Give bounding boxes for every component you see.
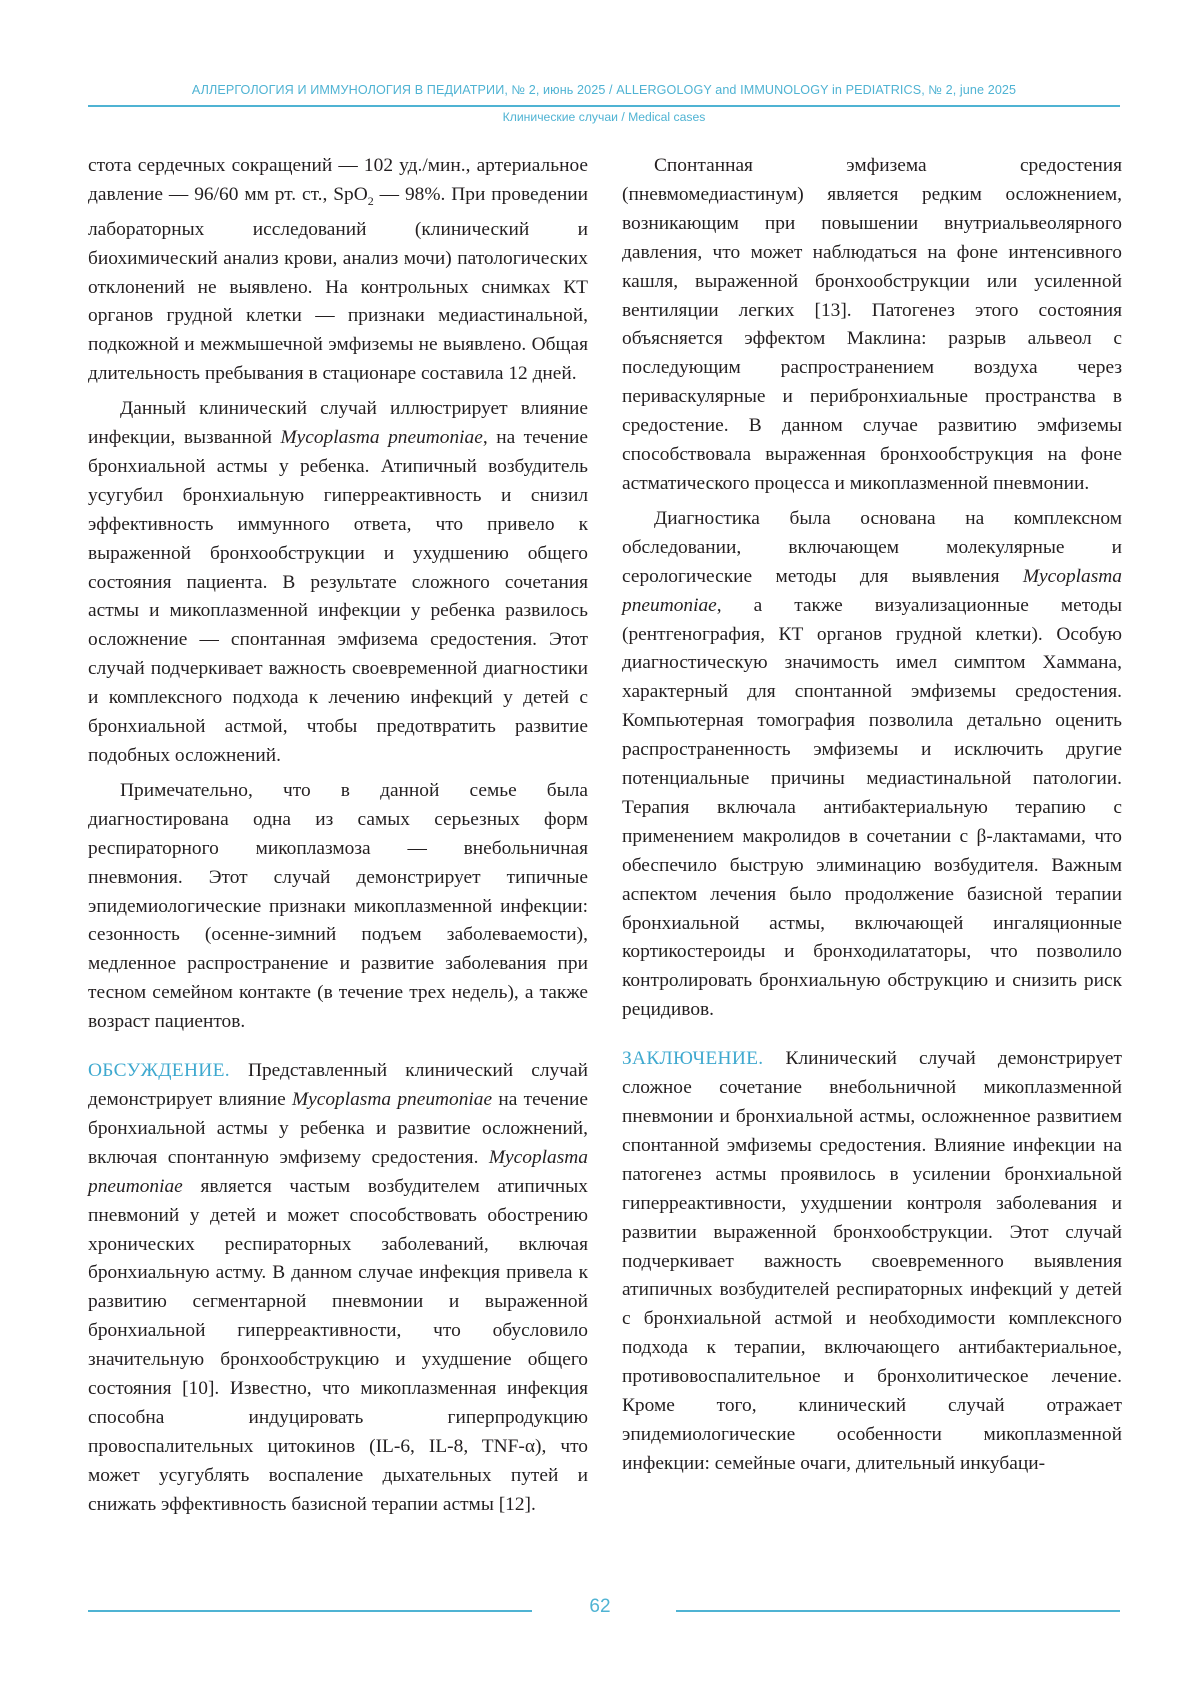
footer-rule-left xyxy=(88,1610,532,1612)
conclusion-heading: ЗАКЛЮЧЕНИЕ. xyxy=(622,1048,764,1070)
paragraph-case-illustration: Данный клинический случай иллюстрирует влияние инфекции, вызванной Mycoplasma pneumoniae, на течение бронхиальной астмы у ребенка. Атипичный возбудитель усугубил бронхиальную гиперреактивность и снизил эффективность иммунного ответа, что привело к выраженной бронхообструкции и ухудшению общего состояния пациента. В результате сложного сочетания астмы и микоплазменной инфекции у ребенка развилось осложнение — спонтанная эмфизема средостения. Этот случай подчеркивает важность своевременной диагностики и комплексного подхода к лечению инфекций у детей с бронхиальной астмой, чтобы предотвратить развитие подобных осложнений. xyxy=(88,398,588,766)
paragraph-discussion: ОБСУЖДЕНИЕ. Представленный клинический случай демонстрирует влияние Mycoplasma pneumoniae на течение бронхиальной астмы у ребенка и развитие осложнений, включая спонтанную эмфизему средостения. Mycoplasma pneumoniae является частым возбудителем атипичных пневмоний у детей и может способствовать обострению хронических респираторных заболеваний, включая бронхиальную астму. В данном случае инфекция привела к развитию сегментарной пневмонии и выраженной бронхиальной гиперреактивности, что обусловило значительную бронхообструкцию и ухудшение общего состояния [10]. Известно, что микоплазменная инфекция способна индуцировать гиперпродукцию провоспалительных цитокинов (IL-6, IL-8, TNF-α), что может усугублять воспаление дыхательных путей и снижать эффективность базисной терапии астмы [12]. xyxy=(88,1060,588,1515)
page-number: 62 xyxy=(589,1596,611,1617)
paragraph-family-epidemiology: Примечательно, что в данной семье была диагностирована одна из самых серьезных форм респираторного микоплазмоза — внебольничная пневмония. Этот случай демонстрирует типичные эпидемиологические признаки микоплазменной инфекции: сезонность (осенне-зимний подъем заболеваемости), медленное распространение и развитие заболевания при тесном семейном контакте (в течение трех недель), а также возраст пациентов. xyxy=(88,779,588,1033)
footer-rule-right xyxy=(676,1610,1120,1612)
header-rule xyxy=(88,105,1120,107)
paragraph-diagnostics: Диагностика была основана на комплексном обследовании, включающем молекулярные и серологические методы для выявления Mycoplasma pneumoniae, а также визуализационные методы (рентгенография, КТ органов грудной клетки). Особую диагностическую значимость имел симптом Хаммана, характерный для спонтанной эмфиземы средостения. Компьютерная томография позволила детально оценить распространенность эмфиземы и исключить другие потенциальные причины медиастинальной патологии. Терапия включала антибактериальную терапию с применением макролидов в сочетании с β-лактамами, что обеспечило быструю элиминацию возбудителя. Важным аспектом лечения было продолжение базисной терапии бронхиальной астмы, включающей ингаляционные кортикостероиды и бронходилататоры, что позволило контролировать бронхиальную обструкцию и снизить риск рецидивов. xyxy=(622,507,1122,1021)
journal-header: АЛЛЕРГОЛОГИЯ И ИММУНОЛОГИЯ В ПЕДИАТРИИ, № 2, июнь 2025 / ALLERGOLOGY and IMMUNOLOGY in PEDIATRICS, № 2, june 2025 xyxy=(191,83,1017,97)
right-column xyxy=(622,152,1122,1485)
paragraph-conclusion: ЗАКЛЮЧЕНИЕ. Клинический случай демонстрирует сложное сочетание внебольничной микоплазменной пневмонии и бронхиальной астмы, осложненное развитием спонтанной эмфиземы средостения. Влияние инфекции на патогенез астмы проявилось в усилении бронхиальной гиперреактивности, ухудшении контроля заболевания и развитии выраженной бронхообструкции. Этот случай подчеркивает важность своевременного выявления атипичных возбудителей респираторных инфекций у детей с бронхиальной астмой и необходимости комплексного подхода к терапии, включающего антибактериальное, противовоспалительное и бронхолитическое лечение. Кроме того, клинический случай отражает эпидемиологические особенности микоплазменной инфекции: семейные очаги, длительный инкубаци- xyxy=(622,1048,1122,1474)
left-column xyxy=(88,152,588,1526)
section-label: Клинические случаи / Medical cases xyxy=(502,110,706,124)
discussion-heading: ОБСУЖДЕНИЕ. xyxy=(88,1060,230,1082)
paragraph-vitals: стота сердечных сокращений — 102 уд./мин., артериальное давление — 96/60 мм рт. ст., SpO$_2$ — 98%. При проведении лабораторных исследований (клинический и биохимический анализ крови, анализ мочи) патологических отклонений не выявлено. На контрольных снимках КТ органов грудной клетки — признаки медиастинальной, подкожной и межмышечной эмфиземы не выявлено. Общая длительность пребывания в стационаре составила 12 дней. xyxy=(88,155,588,385)
paragraph-pneumomediastinum: Спонтанная эмфизема средостения (пневмомедиастинум) является редким осложнением, возникающим при повышении внутриальвеолярного давления, что может наблюдаться на фоне интенсивного кашля, выраженной бронхообструкции или усиленной вентиляции легких [13]. Патогенез этого состояния объясняется эффектом Маклина: разрыв альвеол с последующим распространением воздуха через периваскулярные и перибронхиальные пространства в средостение. В данном случае развитию эмфиземы способствовала выраженная бронхообструкция на фоне астматического процесса и микоплазменной пневмонии. xyxy=(622,155,1122,494)
